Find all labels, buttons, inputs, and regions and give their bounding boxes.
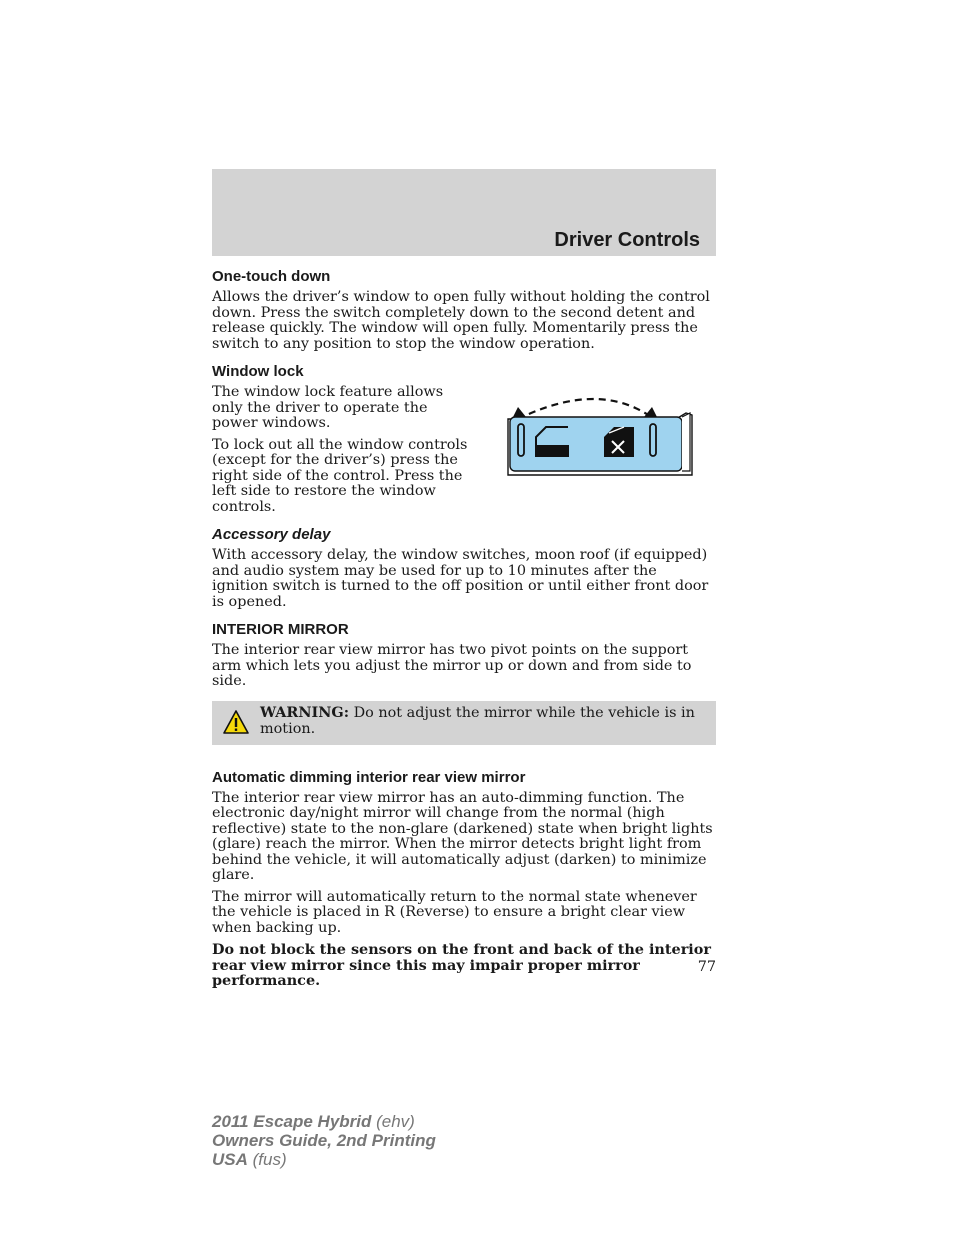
- section-accessory-delay: [212, 526, 716, 610]
- heading-interior-mirror: INTERIOR MIRROR: [212, 621, 349, 638]
- footer-edition-info: [212, 1112, 436, 1169]
- footer-market-code: (fus): [247, 1150, 287, 1169]
- paragraph: The window lock feature allows only the driver to operate the power windows.: [212, 384, 444, 431]
- page-content: [212, 268, 716, 1000]
- heading-auto-dimming: Automatic dimming interior rear view mirror: [212, 768, 526, 786]
- window-lock-switch-illustration: [504, 389, 696, 479]
- warning-box: [212, 701, 716, 745]
- paragraph: The interior rear view mirror has an auto-dimming function. The electronic day/night mirror will change from the normal (high reflective) state to the non-glare (darkened) state when bright lights (glare) reach the mirror. When the mirror detects bright light from behind the vehicle, it will automatically adjust (darken) to minimize glare.: [212, 789, 713, 883]
- warning-triangle-icon: [212, 705, 260, 735]
- paragraph: The interior rear view mirror has two pivot points on the support arm which lets you adjust the mirror up or down and from side to side.: [212, 642, 692, 689]
- paragraph: With accessory delay, the window switches, moon roof (if equipped) and audio system may be used for up to 10 minutes after the ignition switch is turned to the off position or until either front door is opened.: [212, 547, 709, 610]
- paragraph: To lock out all the window controls (except for the driver’s) press the right side of the control. Press the left side to restore the window controls.: [212, 436, 468, 515]
- paragraph-bold-notice: Do not block the sensors on the front and back of the interior rear view mirror since this may impair proper mirror performance.: [212, 941, 711, 989]
- section-interior-mirror: [212, 621, 716, 690]
- warning-message: Do not adjust the mirror while the vehicle is in motion.: [260, 704, 695, 737]
- footer-market: USA: [212, 1150, 248, 1169]
- window-lock-text: [212, 385, 468, 521]
- footer-line-2: [212, 1131, 436, 1150]
- footer-model: 2011 Escape Hybrid: [212, 1112, 372, 1131]
- section-auto-dimming: [212, 769, 716, 989]
- section-one-touch-down: [212, 268, 716, 352]
- footer-line-3: [212, 1150, 436, 1169]
- heading-window-lock: Window lock: [212, 363, 304, 380]
- section-window-lock: [212, 363, 716, 521]
- page-number: 77: [697, 959, 716, 975]
- header-band: [212, 169, 716, 256]
- footer-line-1: [212, 1112, 436, 1131]
- warning-text: [260, 705, 704, 737]
- window-lock-row: [212, 385, 716, 521]
- footer-printing: Owners Guide, 2nd Printing: [212, 1131, 436, 1150]
- section-title: Driver Controls: [554, 229, 700, 251]
- paragraph: The mirror will automatically return to the normal state whenever the vehicle is placed in R (Reverse) to ensure a bright clear view when backing up.: [212, 888, 697, 936]
- paragraph: Allows the driver’s window to open fully without holding the control down. Press the switch completely down to the second detent and release quickly. The window will open fully. Momentarily press the switch to any position to stop the window operation.: [212, 289, 710, 352]
- heading-one-touch-down: One-touch down: [212, 268, 331, 285]
- heading-accessory-delay: Accessory delay: [212, 526, 331, 543]
- warning-label: WARNING:: [260, 703, 350, 721]
- footer-model-code: (ehv): [371, 1112, 415, 1131]
